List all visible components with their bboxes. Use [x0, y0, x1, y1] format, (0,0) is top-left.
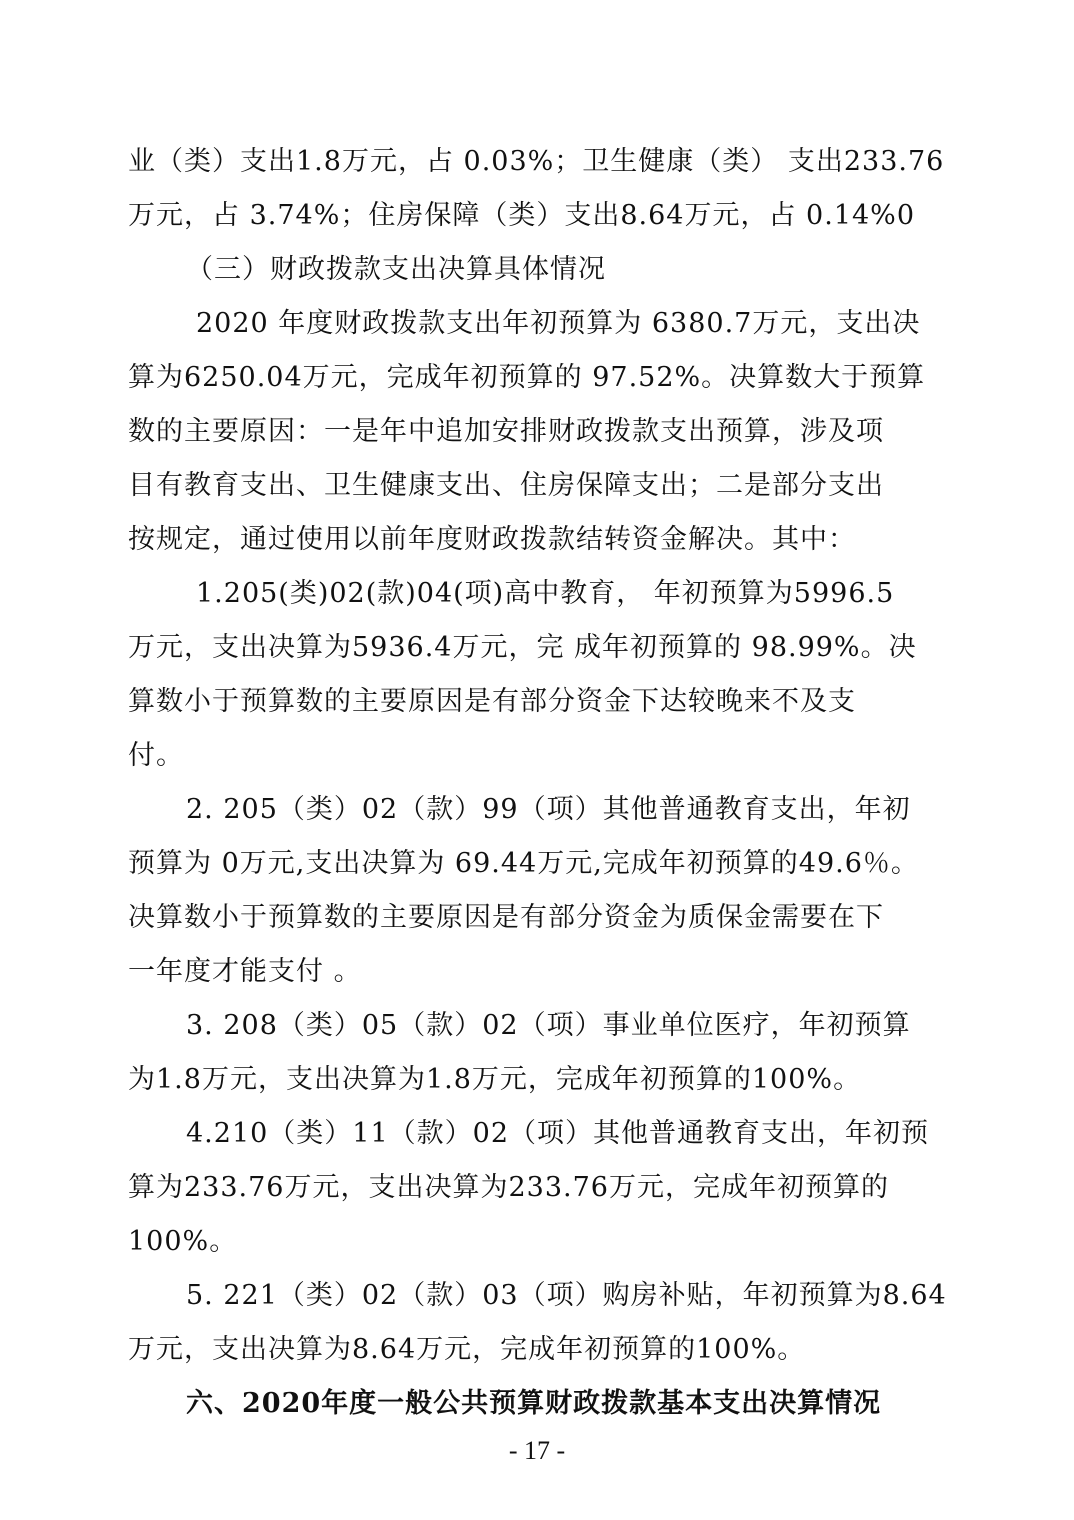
item-text-line: 预算为 0万元,支出决算为 69.44万元,完成年初预算的49.6％。	[128, 848, 919, 879]
item-text-line: 一年度才能支付 。	[128, 956, 362, 987]
item-text-line: 100%。	[128, 1226, 238, 1257]
item-text-line: 2. 205（类）02（款）99（项）其他普通教育支出，年初	[186, 794, 911, 825]
body-text-line: 业（类）支出1.8万元，占 0.03%；卫生健康（类） 支出233.76	[128, 146, 945, 177]
item-text-line: 付。	[128, 740, 184, 771]
body-text-line: 按规定，通过使用以前年度财政拨款结转资金解决。其中：	[128, 524, 856, 555]
item-text-line: 5. 221（类）02（款）03（项）购房补贴，年初预算为8.64	[186, 1280, 947, 1311]
page-number: - 17 -	[508, 1436, 566, 1465]
body-text-line: 万元，占 3.74%；住房保障（类）支出8.64万元，占 0.14%0	[128, 200, 916, 231]
item-text-line: 4.210（类）11（款）02（项）其他普通教育支出，年初预	[186, 1118, 930, 1149]
item-text-line: 万元，支出决算为5936.4万元，完 成年初预算的 98.99%。决	[128, 632, 917, 663]
item-text-line: 为1.8万元，支出决算为1.8万元，完成年初预算的100%。	[128, 1064, 862, 1095]
section-subheading: （三）财政拨款支出决算具体情况	[186, 254, 606, 285]
body-text-line: 算为6250.04万元，完成年初预算的 97.52%。决算数大于预算	[128, 362, 926, 393]
item-text-line: 万元，支出决算为8.64万元，完成年初预算的100%。	[128, 1334, 806, 1365]
section-heading: 六、2020年度一般公共预算财政拨款基本支出决算情况	[186, 1388, 882, 1419]
body-text-line: 2020 年度财政拨款支出年初预算为 6380.7万元，支出决	[196, 308, 921, 339]
body-text-line: 目有教育支出、卫生健康支出、住房保障支出；二是部分支出	[128, 470, 884, 501]
item-text-line: 算为233.76万元，支出决算为233.76万元，完成年初预算的	[128, 1172, 889, 1203]
item-text-line: 1.205(类)02(款)04(项)高中教育， 年初预算为5996.5	[196, 578, 895, 609]
item-text-line: 3. 208（类）05（款）02（项）事业单位医疗，年初预算	[186, 1010, 911, 1041]
item-text-line: 算数小于预算数的主要原因是有部分资金下达较晚来不及支	[128, 686, 856, 717]
item-text-line: 决算数小于预算数的主要原因是有部分资金为质保金需要在下	[128, 902, 884, 933]
body-text-line: 数的主要原因：一是年中追加安排财政拨款支出预算，涉及项	[128, 416, 884, 447]
